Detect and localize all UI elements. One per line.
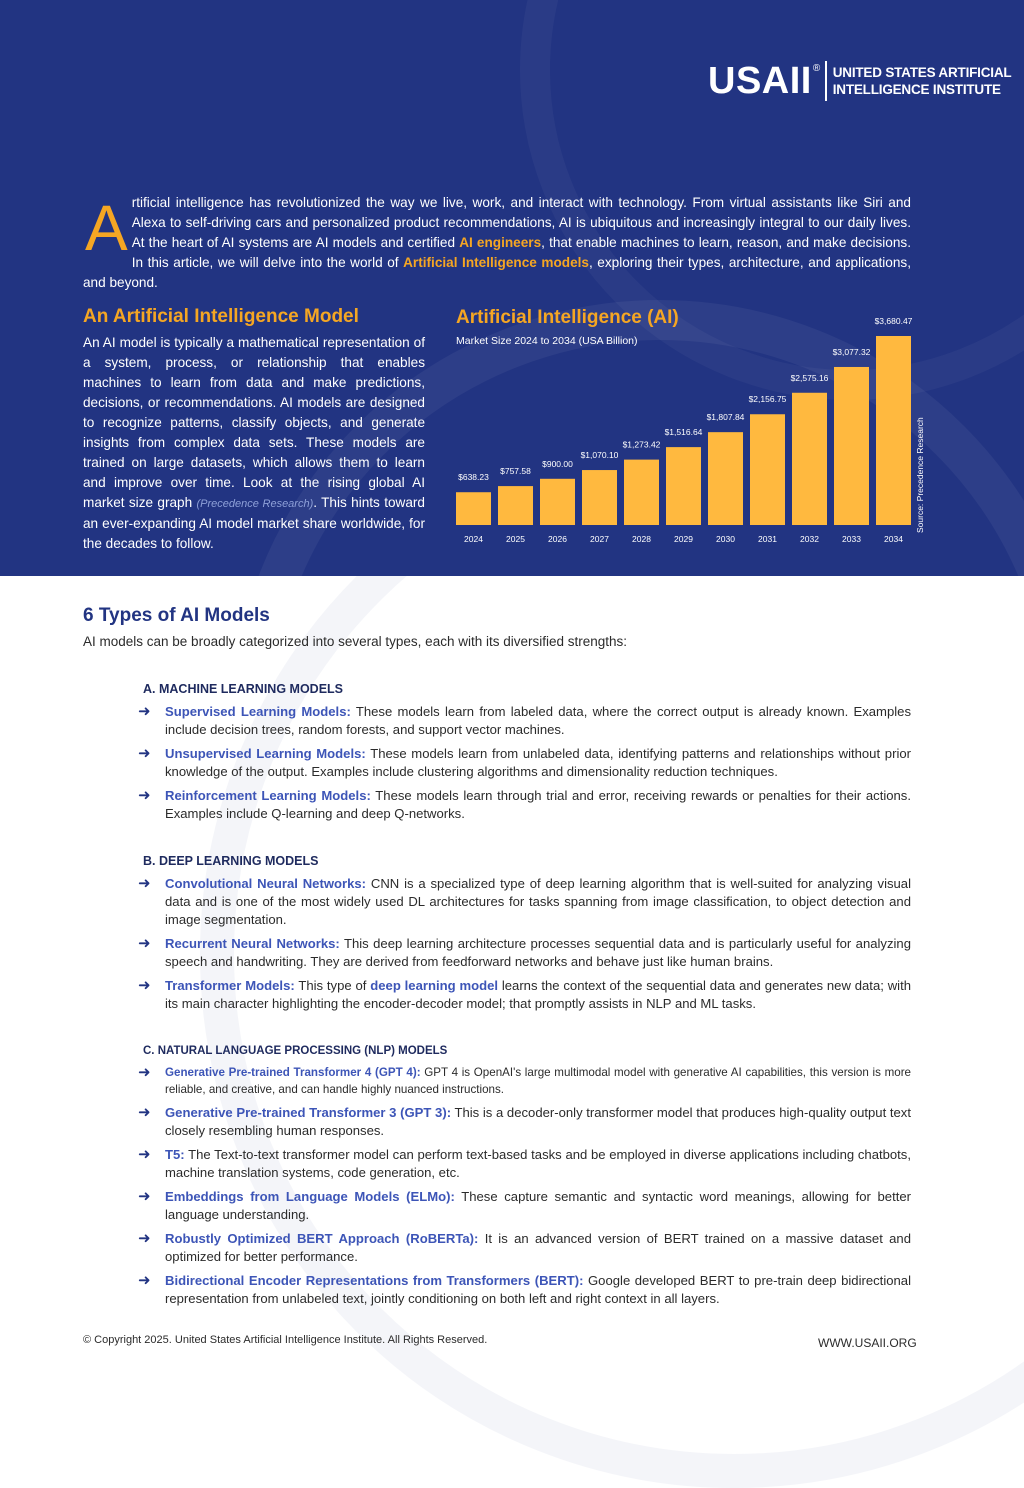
arrow-bullet-icon: ➜ [138,1188,151,1205]
x-tick-label-2029: 2029 [674,534,693,544]
bar-2026 [540,479,575,525]
section-nlp [138,1045,912,1314]
precedence-research-citation[interactable]: (Precedence Research) [196,498,314,510]
item-term: Reinforcement Learning Models: [165,788,371,803]
bar-2024 [456,492,491,525]
section-machine-learning [138,682,911,829]
data-label-2026: $900.00 [542,458,573,469]
item-text: CNN is a specialized type of deep learning algorithm that is well-suited for analyzing visual data and is one of the most widely used DL architectures for tasks spanning from image classification, to object detection and image segmentation. [165,876,911,927]
arrow-bullet-icon: ➜ [138,745,151,762]
arrow-bullet-icon: ➜ [138,977,151,994]
item-text: These models learn from labeled data, where the correct output is already known. Examples include decision trees, random forests, and support vector machines. [165,704,911,737]
bar-2028 [624,460,659,525]
usaii-logo [708,58,1011,104]
list-item [138,1188,911,1224]
list-item [138,935,911,971]
arrow-bullet-icon: ➜ [138,935,151,952]
list-item [138,1104,911,1140]
logo-wordmark: USAII [708,60,812,102]
bar-2027 [582,470,617,525]
intro-text: , exploring their types, architecture, and applications, and beyond. [83,255,911,290]
ai-model-heading: An Artificial Intelligence Model [83,306,359,327]
x-tick-label-2027: 2027 [590,534,609,544]
item-text: learns the context of the sequential data and generates new data; with its main character highlighting the encoder-decoder model; that promptly assists in NLP and ML tasks. [165,978,911,1011]
data-label-2025: $757.58 [500,466,531,477]
list-item [138,1064,911,1098]
list-item [138,1230,912,1266]
x-tick-label-2025: 2025 [506,534,525,544]
bar-2031 [750,414,785,525]
logo-full-name-line1: UNITED STATES ARTIFICIAL [832,65,1012,80]
footer-copyright: © Copyright 2025. United States Artificial Intelligence Institute. All Rights Reserved. [83,1334,488,1346]
item-text: This deep learning architecture processes sequential data and is particularly useful for analyzing speech and handwriting. They are derived from feedforward networks and behave just like human brains. [165,936,911,969]
item-text: The Text-to-text transformer model can perform text-based tasks and be employed in diverse applications including chatbots, machine translation systems, code generation, etc. [165,1147,911,1180]
item-term: Recurrent Neural Networks: [165,936,340,951]
item-text: Google developed BERT to pre-train deep bidirectional representation from unlabeled text, jointly conditioning on both left and right context in all layers. [165,1273,911,1306]
data-label-2024: $638.23 [458,472,489,483]
ai-engineers-link[interactable]: AI engineers [459,235,542,250]
data-label-2028: $1,273.42 [622,439,661,450]
ai-model-paragraph [83,333,425,554]
chart-subtitle: Market Size 2024 to 2034 (USA Billion) [456,335,638,347]
types-intro: AI models can be broadly categorized into several types, each with its diversified strengths: [83,634,628,649]
intro-text: rtificial intelligence has revolutionized the way we live, work, and interact with technology. From virtual assistants like Siri and Alexa to self-driving cars and personalized product recommendations, AI is ubiquitous and increasingly integral to our daily lives. At the heart of AI systems are AI models and certified [131,195,911,250]
types-heading: 6 Types of AI Models [83,605,270,626]
bar-2033 [834,367,869,525]
item-term: Robustly Optimized BERT Approach (RoBERTa): [165,1231,479,1246]
x-tick-label-2026: 2026 [548,534,567,544]
registered-mark: ® [812,62,821,74]
market-size-bar-chart [445,300,925,550]
logo-divider [825,61,827,101]
item-text: This type of [294,978,371,993]
item-text: This is a decoder-only transformer model that produces high-quality output text closely resembling human responses. [165,1105,911,1138]
arrow-bullet-icon: ➜ [138,1146,151,1163]
data-label-2033: $3,077.32 [832,346,871,357]
logo-full-name-line2: INTELLIGENCE INSTITUTE [832,82,1001,97]
data-label-2032: $2,575.16 [790,372,829,383]
item-term: Unsupervised Learning Models: [165,746,366,761]
item-text: These models learn from unlabeled data, identifying patterns and relationships without prior knowledge of the output. Examples include clustering algorithms and dimensionality reduction techniques. [165,746,911,779]
data-label-2029: $1,516.64 [664,427,703,438]
item-text: GPT 4 is OpenAI's large multimodal model with generative AI capabilities, this version is more reliable, and creative, and can handle highly nuanced instructions. [165,1066,911,1096]
item-text: These capture semantic and syntactic word meanings, allowing for better language understanding. [165,1189,911,1222]
intro-text: , that enable machines to learn, reason, and make decisions. In this article, we will delve into the world of [131,235,912,270]
bar-2030 [708,432,743,525]
section-title: A. MACHINE LEARNING MODELS [143,682,343,696]
item-term: Bidirectional Encoder Representations from Transformers (BERT): [165,1273,584,1288]
drop-cap: A [85,192,128,264]
arrow-bullet-icon: ➜ [138,787,151,804]
item-text: It is an advanced version of BERT trained on a massive dataset and optimized for better performance. [165,1231,912,1264]
x-tick-label-2034: 2034 [884,534,903,544]
item-term: Convolutional Neural Networks: [165,876,367,891]
ai-model-text: . This hints toward an ever-expanding AI model market share worldwide, for the decades to follow. [83,495,425,551]
list-item [138,977,911,1013]
footer-website-link[interactable]: WWW.USAII.ORG [818,1336,917,1350]
chart-source-label: Source: Precedence Research [915,417,925,533]
ai-models-link[interactable]: Artificial Intelligence models [403,255,589,270]
x-tick-label-2032: 2032 [800,534,819,544]
data-label-2034: $3,680.47 [874,316,913,326]
chart-title: Artificial Intelligence (AI) [456,307,679,328]
item-term: Embeddings from Language Models (ELMo): [165,1189,455,1204]
logo-full-name [833,64,1012,98]
arrow-bullet-icon: ➜ [138,1272,151,1289]
item-term: Generative Pre-trained Transformer 3 (GPT 3): [165,1105,452,1120]
list-item [138,1146,911,1182]
arrow-bullet-icon: ➜ [138,1064,151,1081]
arrow-bullet-icon: ➜ [138,703,151,720]
section-deep-learning [138,854,911,1019]
item-term: Transformer Models: [165,978,295,993]
item-term: Supervised Learning Models: [165,704,351,719]
bar-2032 [792,393,827,525]
intro-paragraph [83,193,911,293]
data-label-2031: $2,156.75 [748,394,787,405]
list-item [138,703,911,739]
section-title: C. NATURAL LANGUAGE PROCESSING (NLP) MODELS [143,1045,448,1057]
data-label-2027: $1,070.10 [580,450,619,461]
list-item [138,1272,911,1308]
list-item [138,787,911,823]
ai-model-text: An AI model is typically a mathematical representation of a system, process, or relationship that enables machines to learn from data and make predictions, decisions, or recommendations. AI models are designed to recognize patterns, classify objects, and generate insights from complex data sets. These models are trained on large datasets, which allows them to learn and improve over time. Look at the rising global AI market size graph [83,335,425,510]
x-tick-label-2024: 2024 [464,534,483,544]
arrow-bullet-icon: ➜ [138,875,151,892]
item-term: T5: [165,1147,185,1162]
bar-2025 [498,486,533,525]
item-text: These models learn through trial and error, receiving rewards or penalties for their actions. Examples include Q-learning and deep Q-networks. [165,788,911,821]
arrow-bullet-icon: ➜ [138,1230,151,1247]
item-term: Generative Pre-trained Transformer 4 (GPT 4): [165,1066,421,1079]
list-item [138,875,911,929]
section-title: B. DEEP LEARNING MODELS [143,854,319,868]
list-item [138,745,911,781]
bar-2034 [876,336,911,525]
hero-banner [0,0,1024,576]
arrow-bullet-icon: ➜ [138,1104,151,1121]
bar-2029 [666,447,701,525]
x-tick-label-2031: 2031 [758,534,777,544]
x-tick-label-2033: 2033 [842,534,861,544]
data-label-2030: $1,807.84 [706,412,745,423]
deep-learning-model-link[interactable]: deep learning model [370,978,498,993]
x-tick-label-2030: 2030 [716,534,735,544]
x-tick-label-2028: 2028 [632,534,651,544]
